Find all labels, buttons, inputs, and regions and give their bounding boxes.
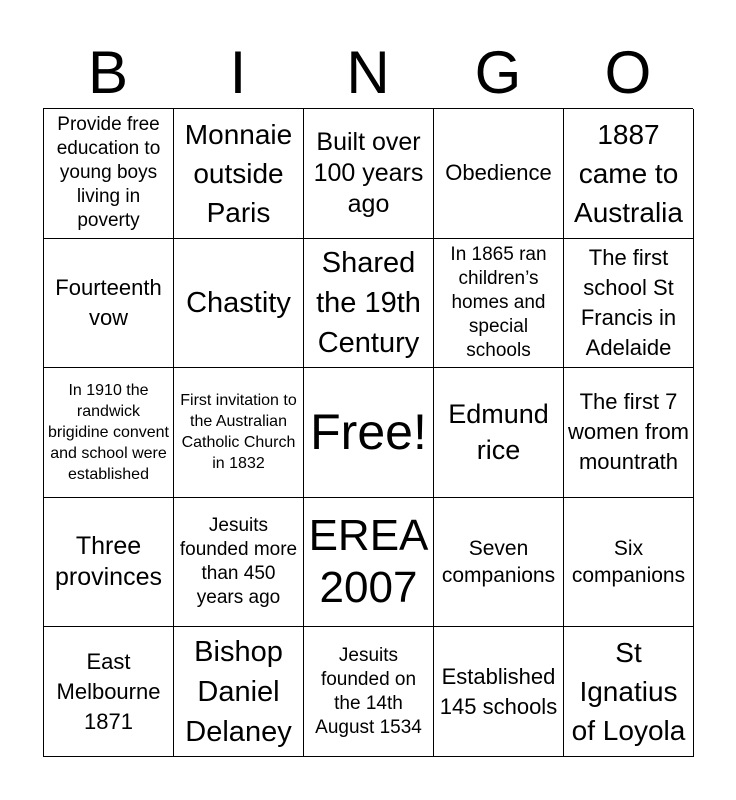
header-letter-b: B	[87, 39, 129, 106]
bingo-cell[interactable]	[434, 627, 564, 757]
header-letter-o: O	[604, 39, 652, 106]
bingo-cell[interactable]	[304, 239, 434, 369]
bingo-cell-text: EREA 2007	[308, 511, 429, 613]
bingo-cell-text: Jesuits founded on the 14th August 1534	[315, 644, 422, 738]
bingo-header	[43, 38, 693, 108]
bingo-cell-text: Chastity	[186, 286, 291, 319]
bingo-cell[interactable]	[174, 368, 304, 498]
header-letter-i: I	[229, 39, 247, 106]
bingo-cell[interactable]	[304, 498, 434, 628]
bingo-cell-text: Jesuits founded more than 450 years ago	[179, 515, 298, 609]
bingo-cell-text: East Melbourne 1871	[56, 648, 161, 734]
bingo-cell[interactable]	[434, 109, 564, 239]
bingo-cell[interactable]	[44, 239, 174, 369]
bingo-cell[interactable]	[564, 627, 694, 757]
header-letter-n: N	[346, 39, 390, 106]
bingo-cell-text: Provide free education to young boys living in poverty	[56, 114, 161, 232]
free-space-cell[interactable]	[304, 368, 434, 498]
bingo-cell[interactable]	[174, 239, 304, 369]
bingo-cell-text: Edmund rice	[448, 399, 549, 466]
bingo-cell[interactable]	[44, 498, 174, 628]
bingo-cell-text: Three provinces	[55, 532, 162, 592]
bingo-cell-text: Established 145 schools	[439, 663, 558, 719]
bingo-cell[interactable]	[44, 368, 174, 498]
bingo-cell-text: Obedience	[445, 160, 552, 186]
bingo-cell-text: Six companions	[571, 537, 686, 588]
bingo-cell-text: Seven companions	[441, 537, 556, 588]
bingo-cell[interactable]	[434, 498, 564, 628]
bingo-cell[interactable]	[564, 239, 694, 369]
bingo-cell[interactable]	[434, 239, 564, 369]
bingo-cell[interactable]	[174, 109, 304, 239]
bingo-card-grid	[43, 108, 693, 757]
bingo-cell[interactable]	[564, 498, 694, 628]
bingo-cell-text: First invitation to the Australian Catholic Church in 1832	[180, 392, 297, 473]
bingo-cell-text: Monnaie outside Paris	[184, 118, 293, 228]
bingo-cell[interactable]	[174, 498, 304, 628]
bingo-cell-text: St Ignatius of Loyola	[571, 637, 686, 747]
bingo-cell-text: Bishop Daniel Delaney	[185, 635, 292, 748]
bingo-cell-text: The first school St Francis in Adelaide	[580, 244, 677, 360]
bingo-cell[interactable]	[434, 368, 564, 498]
bingo-cell[interactable]	[44, 109, 174, 239]
bingo-cell[interactable]	[44, 627, 174, 757]
bingo-cell-text: The first 7 women from mountrath	[567, 389, 690, 475]
bingo-cell-text: Shared the 19th Century	[316, 246, 421, 359]
bingo-cell-text: Built over 100 years ago	[313, 127, 424, 218]
header-letter-g: G	[474, 39, 522, 106]
bingo-cell[interactable]	[304, 109, 434, 239]
bingo-cell[interactable]	[564, 109, 694, 239]
free-space-text: Free!	[310, 404, 427, 461]
bingo-cell[interactable]	[304, 627, 434, 757]
bingo-cell[interactable]	[564, 368, 694, 498]
bingo-cell-text: In 1910 the randwick brigidine convent and school were established	[48, 381, 169, 483]
bingo-cell[interactable]	[174, 627, 304, 757]
bingo-cell-text: Fourteenth vow	[55, 274, 162, 330]
bingo-cell-text: In 1865 ran children’s homes and special schools	[450, 243, 547, 361]
bingo-cell-text: 1887 came to Australia	[574, 118, 683, 228]
